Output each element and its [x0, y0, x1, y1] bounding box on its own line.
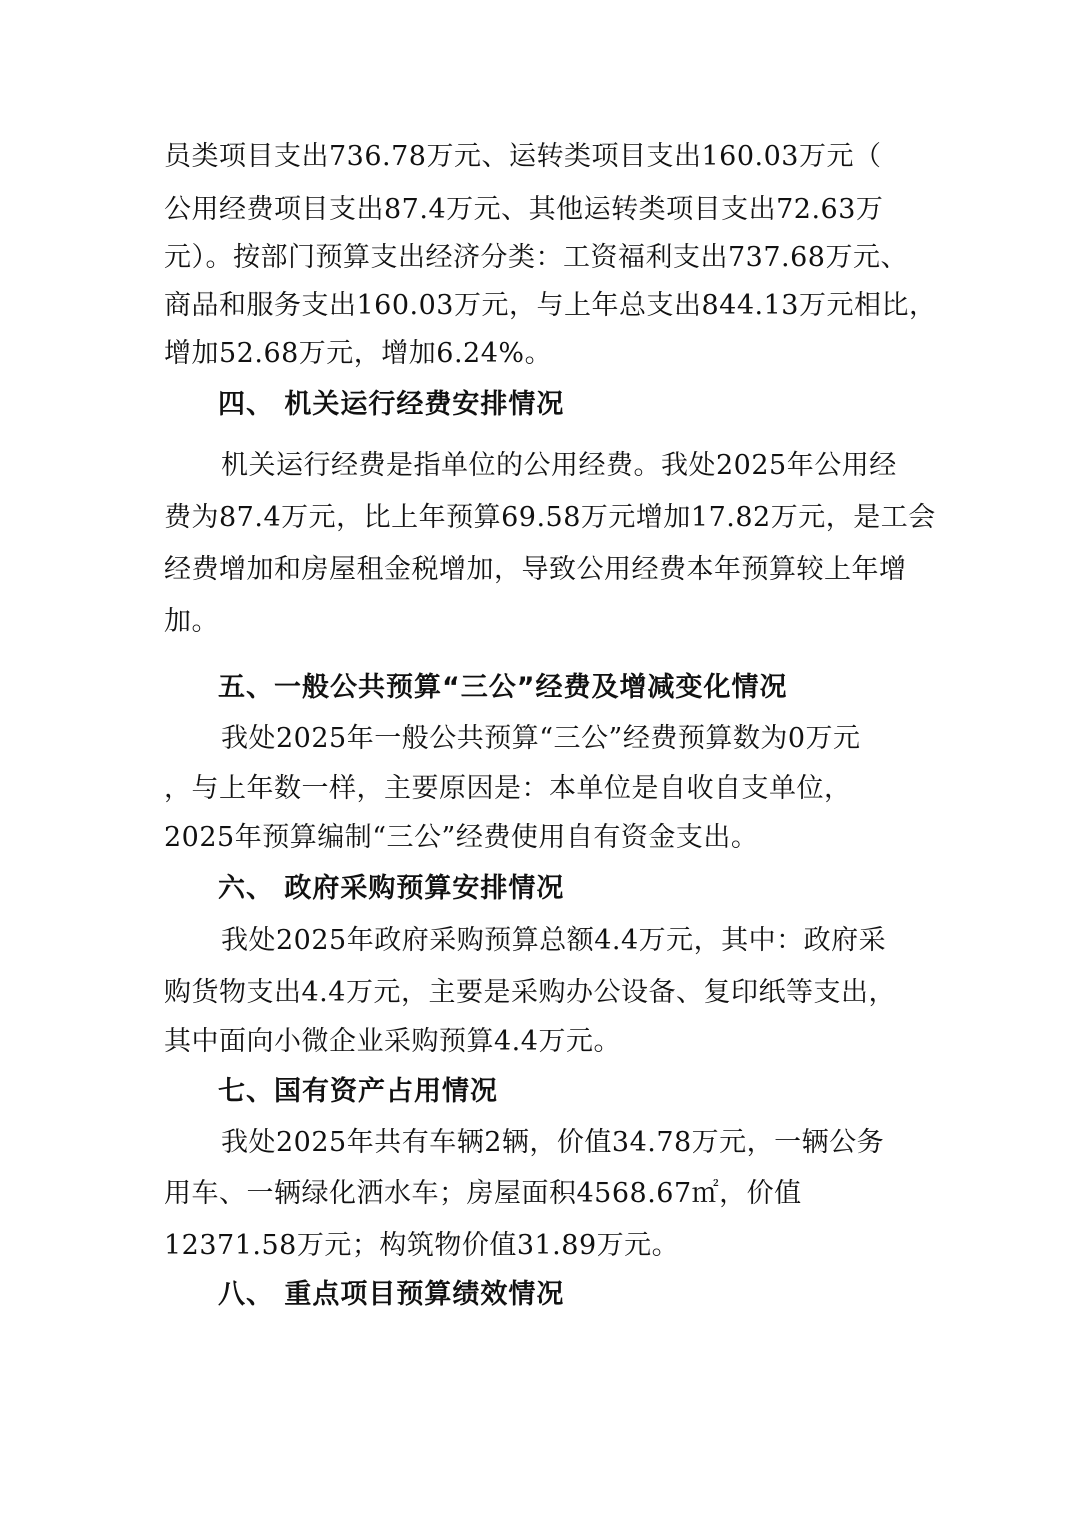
paragraph-line: 我处2025年一般公共预算“三公”经费预算数为0万元	[221, 723, 861, 754]
paragraph-line: 12371.58万元；构筑物价值31.89万元。	[164, 1230, 680, 1261]
paragraph-line: 我处2025年政府采购预算总额4.4万元，其中：政府采	[221, 925, 887, 956]
paragraph-line: 2025年预算编制“三公”经费使用自有资金支出。	[164, 822, 759, 853]
paragraph-line: 公用经费项目支出87.4万元、其他运转类项目支出72.63万	[164, 194, 884, 225]
paragraph-line: 我处2025年共有车辆2辆，价值34.78万元，一辆公务	[221, 1127, 885, 1158]
paragraph-line: 经费增加和房屋租金税增加，导致公用经费本年预算较上年增	[164, 554, 907, 585]
paragraph-line: 购货物支出4.4万元，主要是采购办公设备、复印纸等支出，	[164, 977, 896, 1008]
paragraph-line: 用车、一辆绿化洒水车；房屋面积4568.67㎡，价值	[164, 1178, 802, 1209]
paragraph-line: 机关运行经费是指单位的公用经费。我处2025年公用经	[221, 450, 897, 481]
section-heading-6: 六、 政府采购预算安排情况	[218, 873, 565, 904]
section-heading-5: 五、一般公共预算“三公”经费及增减变化情况	[218, 672, 788, 703]
paragraph-line: 员类项目支出736.78万元、运转类项目支出160.03万元（	[164, 141, 882, 172]
paragraph-line: 费为87.4万元，比上年预算69.58万元增加17.82万元，是工会	[164, 502, 936, 533]
section-heading-8: 八、 重点项目预算绩效情况	[218, 1279, 565, 1310]
section-heading-4: 四、 机关运行经费安排情况	[218, 389, 565, 420]
paragraph-line: 其中面向小微企业采购预算4.4万元。	[164, 1026, 621, 1057]
paragraph-line: 元）。按部门预算支出经济分类：工资福利支出737.68万元、	[164, 242, 908, 273]
paragraph-line: 增加52.68万元，增加6.24%。	[164, 338, 553, 369]
paragraph-line: 商品和服务支出160.03万元，与上年总支出844.13万元相比，	[164, 290, 937, 321]
paragraph-line: ，与上年数一样，主要原因是：本单位是自收自支单位，	[164, 773, 852, 804]
paragraph-line: 加。	[164, 606, 219, 637]
section-heading-7: 七、国有资产占用情况	[218, 1076, 498, 1107]
